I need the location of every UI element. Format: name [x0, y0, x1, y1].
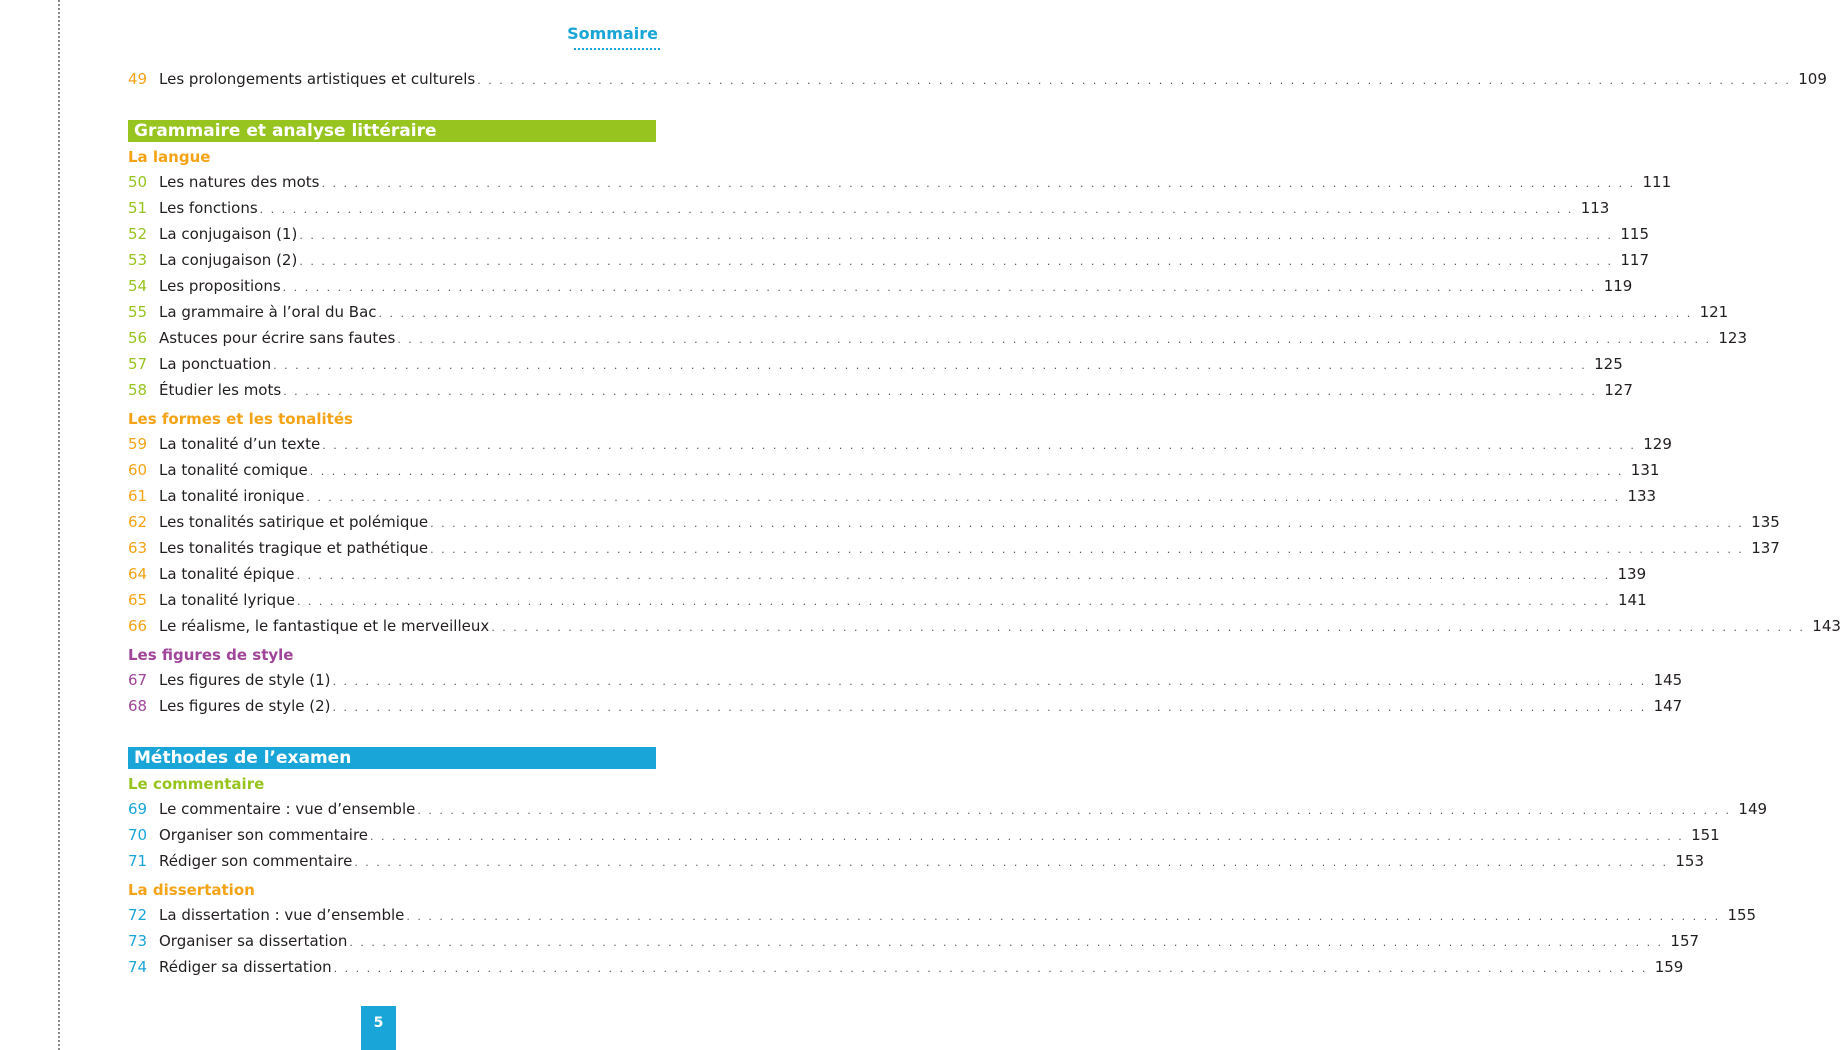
entry-number: 55 [128, 303, 148, 321]
dot-leader: . . . . . . . . . . . . . . . . . . . . . . . . . . . . . . . . . . . . . . . . . . . . . . . . . . . . . . . . . . . . . . . . . . . . . . . . . . . . . . . . . . . . . . . . . . . . . . . . . . . . . . . . . . . . . . . . . . . . . . . . [349, 936, 1664, 949]
entry-number: 71 [128, 852, 148, 870]
subheading-langue: La langue [128, 148, 211, 166]
toc-entry[interactable] [128, 822, 1720, 848]
dot-leader: . . . . . . . . . . . . . . . . . . . . . . . . . . . . . . . . . . . . . . . . . . . . . . . . . . . . . . . . . . . . . . . . . . . . . . . . . . . . . . . . . . . . . . . . . . . . . . . . . . . . . . . . . . . . . . . . . . . . . . . . [273, 359, 1587, 372]
entry-number: 70 [128, 826, 148, 844]
entry-number: 54 [128, 277, 148, 295]
entry-page: 149 [1738, 800, 1768, 818]
entry-number: 58 [128, 381, 148, 399]
entries-langue [128, 169, 1747, 403]
dot-leader: . . . . . . . . . . . . . . . . . . . . . . . . . . . . . . . . . . . . . . . . . . . . . . . . . . . . . . . . . . . . . . . . . . . . . . . . . . . . . . . . . . . . . . . . . . . . . . . . . . . . . . . . . . . . . . . . . . . . . . . . [299, 255, 1614, 268]
dot-leader: . . . . . . . . . . . . . . . . . . . . . . . . . . . . . . . . . . . . . . . . . . . . . . . . . . . . . . . . . . . . . . . . . . . . . . . . . . . . . . . . . . . . . . . . . . . . . . . . . . . . . . . . . . . . . . . . . . . . . . . . [354, 856, 1668, 869]
toc-entry[interactable] [128, 483, 1657, 509]
dot-leader: . . . . . . . . . . . . . . . . . . . . . . . . . . . . . . . . . . . . . . . . . . . . . . . . . . . . . . . . . . . . . . . . . . . . . . . . . . . . . . . . . . . . . . . . . . . . . . . . . . . . . . . . . . . . . . . . . . . . . . . . [397, 333, 1711, 346]
entry-number: 68 [128, 697, 148, 715]
dot-leader: . . . . . . . . . . . . . . . . . . . . . . . . . . . . . . . . . . . . . . . . . . . . . . . . . . . . . . . . . . . . . . . . . . . . . . . . . . . . . . . . . . . . . . . . . . . . . . . . . . . . . . . . . . . . . . . . . . . . . . . . [259, 203, 1574, 216]
toc-entry[interactable] [128, 273, 1633, 299]
entry-number: 74 [128, 958, 148, 976]
toc-entry[interactable] [128, 928, 1700, 954]
toc-entry[interactable] [128, 457, 1660, 483]
entry-page: 139 [1617, 565, 1647, 583]
entry-page: 153 [1675, 852, 1704, 870]
entry-number: 66 [128, 617, 148, 635]
entry-title: Organiser sa dissertation [159, 932, 348, 950]
toc-entry[interactable] [128, 535, 1780, 561]
entry-number: 57 [128, 355, 148, 373]
entry-title: La conjugaison (1) [159, 225, 298, 243]
entries-formes [128, 431, 1841, 639]
entry-number: 51 [128, 199, 148, 217]
section-bar-methodes: Méthodes de l’examen [128, 747, 656, 769]
entry-page: 119 [1603, 277, 1633, 295]
entry-title: Les prolongements artistiques et culturels [159, 70, 476, 88]
entry-title: Astuces pour écrire sans fautes [159, 329, 396, 347]
dot-leader: . . . . . . . . . . . . . . . . . . . . . . . . . . . . . . . . . . . . . . . . . . . . . . . . . . . . . . . . . . . . . . . . . . . . . . . . . . . . . . . . . . . . . . . . . . . . . . . . . . . . . . . . . . . . . . . . . . . . . . . . [378, 307, 1693, 320]
toc-entry[interactable] [128, 587, 1647, 613]
section-bar-grammaire: Grammaire et analyse littéraire [128, 120, 656, 142]
dot-leader: . . . . . . . . . . . . . . . . . . . . . . . . . . . . . . . . . . . . . . . . . . . . . . . . . . . . . . . . . . . . . . . . . . . . . . . . . . . . . . . . . . . . . . . . . . . . . . . . . . . . . . . . . . . . . . . . . . . . . . . . [333, 962, 1648, 975]
toc-entry[interactable] [128, 848, 1704, 874]
entry-page: 109 [1798, 70, 1827, 88]
entry-title: La conjugaison (2) [159, 251, 298, 269]
entry-title: Les fonctions [159, 199, 258, 217]
toc-entry[interactable] [128, 169, 1672, 195]
dot-leader: . . . . . . . . . . . . . . . . . . . . . . . . . . . . . . . . . . . . . . . . . . . . . . . . . . . . . . . . . . . . . . . . . . . . . . . . . . . . . . . . . . . . . . . . . . . . . . . . . . . . . . . . . . . . . . . . . . . . . . . . [430, 517, 1744, 530]
entries-dissertation [128, 902, 1757, 980]
dot-leader: . . . . . . . . . . . . . . . . . . . . . . . . . . . . . . . . . . . . . . . . . . . . . . . . . . . . . . . . . . . . . . . . . . . . . . . . . . . . . . . . . . . . . . . . . . . . . . . . . . . . . . . . . . . . . . . . . . . . . . . . [296, 595, 1611, 608]
entry-number: 64 [128, 565, 148, 583]
entry-number: 69 [128, 800, 148, 818]
entry-title: La tonalité comique [159, 461, 308, 479]
entry-number: 65 [128, 591, 148, 609]
entry-title: Le commentaire : vue d’ensemble [159, 800, 416, 818]
dot-leader: . . . . . . . . . . . . . . . . . . . . . . . . . . . . . . . . . . . . . . . . . . . . . . . . . . . . . . . . . . . . . . . . . . . . . . . . . . . . . . . . . . . . . . . . . . . . . . . . . . . . . . . . . . . . . . . . . . . . . . . . [491, 621, 1805, 634]
toc-entry[interactable] [128, 954, 1684, 980]
toc-entry[interactable] [128, 66, 1827, 92]
toc-entry[interactable] [128, 377, 1633, 403]
toc-entry[interactable] [128, 667, 1683, 693]
dot-leader: . . . . . . . . . . . . . . . . . . . . . . . . . . . . . . . . . . . . . . . . . . . . . . . . . . . . . . . . . . . . . . . . . . . . . . . . . . . . . . . . . . . . . . . . . . . . . . . . . . . . . . . . . . . . . . . . . . . . . . . . [417, 804, 1732, 817]
entry-page: 155 [1727, 906, 1757, 924]
binding-margin-line [58, 0, 60, 1050]
dot-leader: . . . . . . . . . . . . . . . . . . . . . . . . . . . . . . . . . . . . . . . . . . . . . . . . . . . . . . . . . . . . . . . . . . . . . . . . . . . . . . . . . . . . . . . . . . . . . . . . . . . . . . . . . . . . . . . . . . . . . . . . [332, 701, 1647, 714]
dot-leader: . . . . . . . . . . . . . . . . . . . . . . . . . . . . . . . . . . . . . . . . . . . . . . . . . . . . . . . . . . . . . . . . . . . . . . . . . . . . . . . . . . . . . . . . . . . . . . . . . . . . . . . . . . . . . . . . . . . . . . . . [406, 910, 1721, 923]
toc-entry[interactable] [128, 247, 1650, 273]
entry-title: Les figures de style (1) [159, 671, 331, 689]
page-number-tab: 5 [361, 1006, 396, 1050]
entry-page: 151 [1691, 826, 1720, 844]
entry-title: Les figures de style (2) [159, 697, 331, 715]
entry-number: 61 [128, 487, 148, 505]
subheading-dissertation: La dissertation [128, 881, 255, 899]
entry-number: 56 [128, 329, 148, 347]
entry-page: 131 [1630, 461, 1660, 479]
header-dotted-rule [574, 48, 660, 50]
entry-page: 117 [1620, 251, 1650, 269]
toc-entry[interactable] [128, 561, 1647, 587]
entry-page: 133 [1627, 487, 1657, 505]
entry-title: La ponctuation [159, 355, 272, 373]
entry-page: 157 [1670, 932, 1700, 950]
dot-leader: . . . . . . . . . . . . . . . . . . . . . . . . . . . . . . . . . . . . . . . . . . . . . . . . . . . . . . . . . . . . . . . . . . . . . . . . . . . . . . . . . . . . . . . . . . . . . . . . . . . . . . . . . . . . . . . . . . . . . . . . [321, 177, 1636, 190]
entry-number: 63 [128, 539, 148, 557]
entry-page: 113 [1580, 199, 1610, 217]
entry-title: Les tonalités tragique et pathétique [159, 539, 429, 557]
table-of-contents [128, 66, 1841, 980]
entry-number: 67 [128, 671, 148, 689]
entry-title: Rédiger sa dissertation [159, 958, 332, 976]
toc-entry[interactable] [128, 351, 1623, 377]
entry-title: Le réalisme, le fantastique et le merveilleux [159, 617, 490, 635]
entry-page: 147 [1653, 697, 1683, 715]
toc-entry[interactable] [128, 325, 1747, 351]
entry-title: Étudier les mots [159, 381, 282, 399]
dot-leader: . . . . . . . . . . . . . . . . . . . . . . . . . . . . . . . . . . . . . . . . . . . . . . . . . . . . . . . . . . . . . . . . . . . . . . . . . . . . . . . . . . . . . . . . . . . . . . . . . . . . . . . . . . . . . . . . . . . . . . . . [299, 229, 1614, 242]
entry-number: 59 [128, 435, 148, 453]
dot-leader: . . . . . . . . . . . . . . . . . . . . . . . . . . . . . . . . . . . . . . . . . . . . . . . . . . . . . . . . . . . . . . . . . . . . . . . . . . . . . . . . . . . . . . . . . . . . . . . . . . . . . . . . . . . . . . . . . . . . . . . . [477, 74, 1791, 87]
entry-page: 121 [1699, 303, 1729, 321]
dot-leader: . . . . . . . . . . . . . . . . . . . . . . . . . . . . . . . . . . . . . . . . . . . . . . . . . . . . . . . . . . . . . . . . . . . . . . . . . . . . . . . . . . . . . . . . . . . . . . . . . . . . . . . . . . . . . . . . . . . . . . . . [282, 281, 1597, 294]
entry-page: 137 [1751, 539, 1780, 557]
entry-title: La tonalité épique [159, 565, 295, 583]
entries-commentaire [128, 796, 1768, 874]
entries-figures [128, 667, 1683, 719]
entry-page: 129 [1643, 435, 1672, 453]
toc-entry[interactable] [128, 693, 1683, 719]
toc-entry[interactable] [128, 509, 1780, 535]
entry-number: 72 [128, 906, 148, 924]
entry-number: 73 [128, 932, 148, 950]
toc-entry[interactable] [128, 902, 1757, 928]
entry-page: 143 [1812, 617, 1841, 635]
entry-number: 50 [128, 173, 148, 191]
subheading-figures: Les figures de style [128, 646, 294, 664]
entry-title: La tonalité ironique [159, 487, 305, 505]
subheading-commentaire: Le commentaire [128, 775, 265, 793]
entry-page: 135 [1751, 513, 1780, 531]
entry-page: 125 [1594, 355, 1623, 373]
dot-leader: . . . . . . . . . . . . . . . . . . . . . . . . . . . . . . . . . . . . . . . . . . . . . . . . . . . . . . . . . . . . . . . . . . . . . . . . . . . . . . . . . . . . . . . . . . . . . . . . . . . . . . . . . . . . . . . . . . . . . . . . [309, 465, 1624, 478]
dot-leader: . . . . . . . . . . . . . . . . . . . . . . . . . . . . . . . . . . . . . . . . . . . . . . . . . . . . . . . . . . . . . . . . . . . . . . . . . . . . . . . . . . . . . . . . . . . . . . . . . . . . . . . . . . . . . . . . . . . . . . . . [296, 569, 1611, 582]
entry-title: La dissertation : vue d’ensemble [159, 906, 405, 924]
entry-page: 115 [1620, 225, 1650, 243]
entry-page: 159 [1654, 958, 1684, 976]
entry-title: Organiser son commentaire [159, 826, 369, 844]
entry-number: 60 [128, 461, 148, 479]
entry-title: Rédiger son commentaire [159, 852, 353, 870]
toc-entry[interactable] [128, 613, 1841, 639]
dot-leader: . . . . . . . . . . . . . . . . . . . . . . . . . . . . . . . . . . . . . . . . . . . . . . . . . . . . . . . . . . . . . . . . . . . . . . . . . . . . . . . . . . . . . . . . . . . . . . . . . . . . . . . . . . . . . . . . . . . . . . . . [306, 491, 1621, 504]
dot-leader: . . . . . . . . . . . . . . . . . . . . . . . . . . . . . . . . . . . . . . . . . . . . . . . . . . . . . . . . . . . . . . . . . . . . . . . . . . . . . . . . . . . . . . . . . . . . . . . . . . . . . . . . . . . . . . . . . . . . . . . . [430, 543, 1744, 556]
toc-entry[interactable] [128, 299, 1729, 325]
entry-title: La grammaire à l’oral du Bac [159, 303, 377, 321]
entry-title: Les tonalités satirique et polémique [159, 513, 429, 531]
entry-page: 145 [1653, 671, 1683, 689]
toc-entry[interactable] [128, 796, 1768, 822]
entry-number: 49 [128, 70, 148, 88]
entry-title: Les natures des mots [159, 173, 320, 191]
entry-title: La tonalité d’un texte [159, 435, 321, 453]
entry-page: 127 [1604, 381, 1633, 399]
entry-number: 53 [128, 251, 148, 269]
entry-number: 62 [128, 513, 148, 531]
toc-entry[interactable] [128, 221, 1650, 247]
dot-leader: . . . . . . . . . . . . . . . . . . . . . . . . . . . . . . . . . . . . . . . . . . . . . . . . . . . . . . . . . . . . . . . . . . . . . . . . . . . . . . . . . . . . . . . . . . . . . . . . . . . . . . . . . . . . . . . . . . . . . . . . [370, 830, 1684, 843]
dot-leader: . . . . . . . . . . . . . . . . . . . . . . . . . . . . . . . . . . . . . . . . . . . . . . . . . . . . . . . . . . . . . . . . . . . . . . . . . . . . . . . . . . . . . . . . . . . . . . . . . . . . . . . . . . . . . . . . . . . . . . . . [322, 439, 1636, 452]
dot-leader: . . . . . . . . . . . . . . . . . . . . . . . . . . . . . . . . . . . . . . . . . . . . . . . . . . . . . . . . . . . . . . . . . . . . . . . . . . . . . . . . . . . . . . . . . . . . . . . . . . . . . . . . . . . . . . . . . . . . . . . . [283, 385, 1597, 398]
entry-page: 111 [1642, 173, 1672, 191]
toc-entry[interactable] [128, 195, 1610, 221]
dot-leader: . . . . . . . . . . . . . . . . . . . . . . . . . . . . . . . . . . . . . . . . . . . . . . . . . . . . . . . . . . . . . . . . . . . . . . . . . . . . . . . . . . . . . . . . . . . . . . . . . . . . . . . . . . . . . . . . . . . . . . . . [332, 675, 1647, 688]
toc-entry[interactable] [128, 431, 1672, 457]
entry-page: 123 [1718, 329, 1747, 347]
entry-title: La tonalité lyrique [159, 591, 295, 609]
entry-number: 52 [128, 225, 148, 243]
subheading-formes: Les formes et les tonalités [128, 410, 353, 428]
page-title: Sommaire [567, 24, 658, 43]
entry-page: 141 [1617, 591, 1647, 609]
entry-title: Les propositions [159, 277, 281, 295]
